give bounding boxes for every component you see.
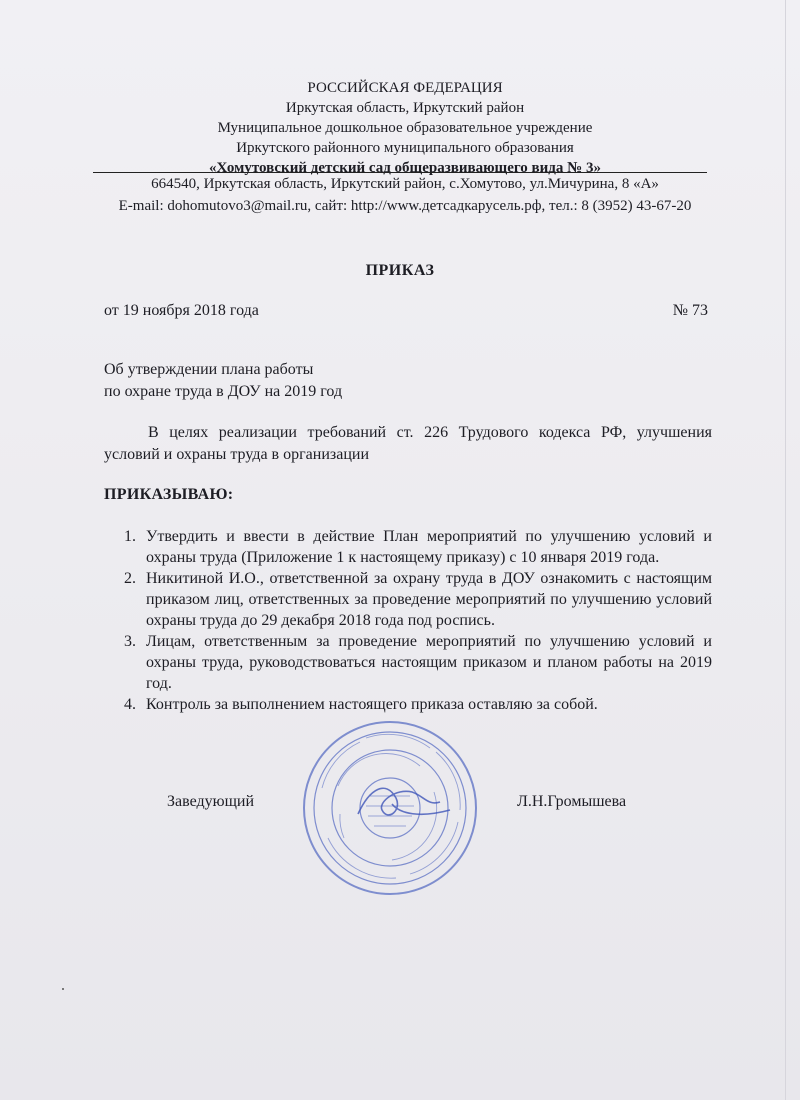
order-item-number: 1. <box>124 528 136 545</box>
subject-line: по охране труда в ДОУ на 2019 год <box>104 383 343 400</box>
order-item-text: Лицам, ответственным за проведение мероприятий по улучшению условий и охраны труда, руководствоваться настоящим приказом и планом работы на 2019 год. <box>146 633 712 692</box>
document-number: № 73 <box>672 302 708 319</box>
order-item-text: Утвердить и ввести в действие План мероприятий по улучшению условий и охраны труда (Приложение 1 к настоящему приказу) с 10 января 2019 года. <box>146 528 712 566</box>
letterhead-address: 664540, Иркутская область, Иркутский район, с.Хомутово, ул.Мичурина, 8 «А» <box>151 176 659 192</box>
order-item-text: Никитиной И.О., ответственной за охрану труда в ДОУ ознакомить с настоящим приказом лиц, ответственных за проведение мероприятий по улучшению условий охраны труда до 29 декабря 2018 года под роспись. <box>146 570 712 629</box>
order-item <box>104 526 712 568</box>
page-edge <box>785 0 786 1100</box>
order-item <box>104 568 712 631</box>
signatory-role: Заведующий <box>167 793 255 810</box>
order-item-text: Контроль за выполнением настоящего приказа оставляю за собой. <box>146 696 598 713</box>
letterhead <box>95 78 715 178</box>
order-items-list <box>104 526 712 715</box>
order-heading: ПРИКАЗЫВАЮ: <box>104 486 234 503</box>
letterhead-municipality: Иркутского районного муниципального образования <box>236 140 574 156</box>
letterhead-contacts: E-mail: dohomutovo3@mail.ru, сайт: http://www.детсадкарусель.рф, тел.: 8 (3952) 43-67-20 <box>118 198 692 214</box>
order-item-number: 3. <box>124 633 136 650</box>
document-preamble: В целях реализации требований ст. 226 Трудового кодекса РФ, улучшения условий и охраны труда в организации <box>104 424 712 463</box>
subject-line: Об утверждении плана работы <box>104 361 314 378</box>
letterhead-divider <box>93 172 707 173</box>
scan-speck <box>62 988 64 990</box>
letterhead-country: РОССИЙСКАЯ ФЕДЕРАЦИЯ <box>307 80 503 96</box>
order-item-number: 4. <box>124 696 136 713</box>
letterhead-institution-name: «Хомутовский детский сад общеразвивающего вида № 3» <box>209 160 601 176</box>
signatory-name: Л.Н.Громышева <box>517 793 627 810</box>
document-subject <box>104 359 342 403</box>
letterhead-region: Иркутская область, Иркутский район <box>285 100 525 116</box>
official-stamp-icon <box>300 718 480 898</box>
order-item <box>104 694 712 715</box>
order-item-number: 2. <box>124 570 136 587</box>
document-title: ПРИКАЗ <box>365 262 435 279</box>
letterhead-institution-type: Муниципальное дошкольное образовательное учреждение <box>217 120 593 136</box>
order-item <box>104 631 712 694</box>
document-date: от 19 ноября 2018 года <box>104 302 259 319</box>
